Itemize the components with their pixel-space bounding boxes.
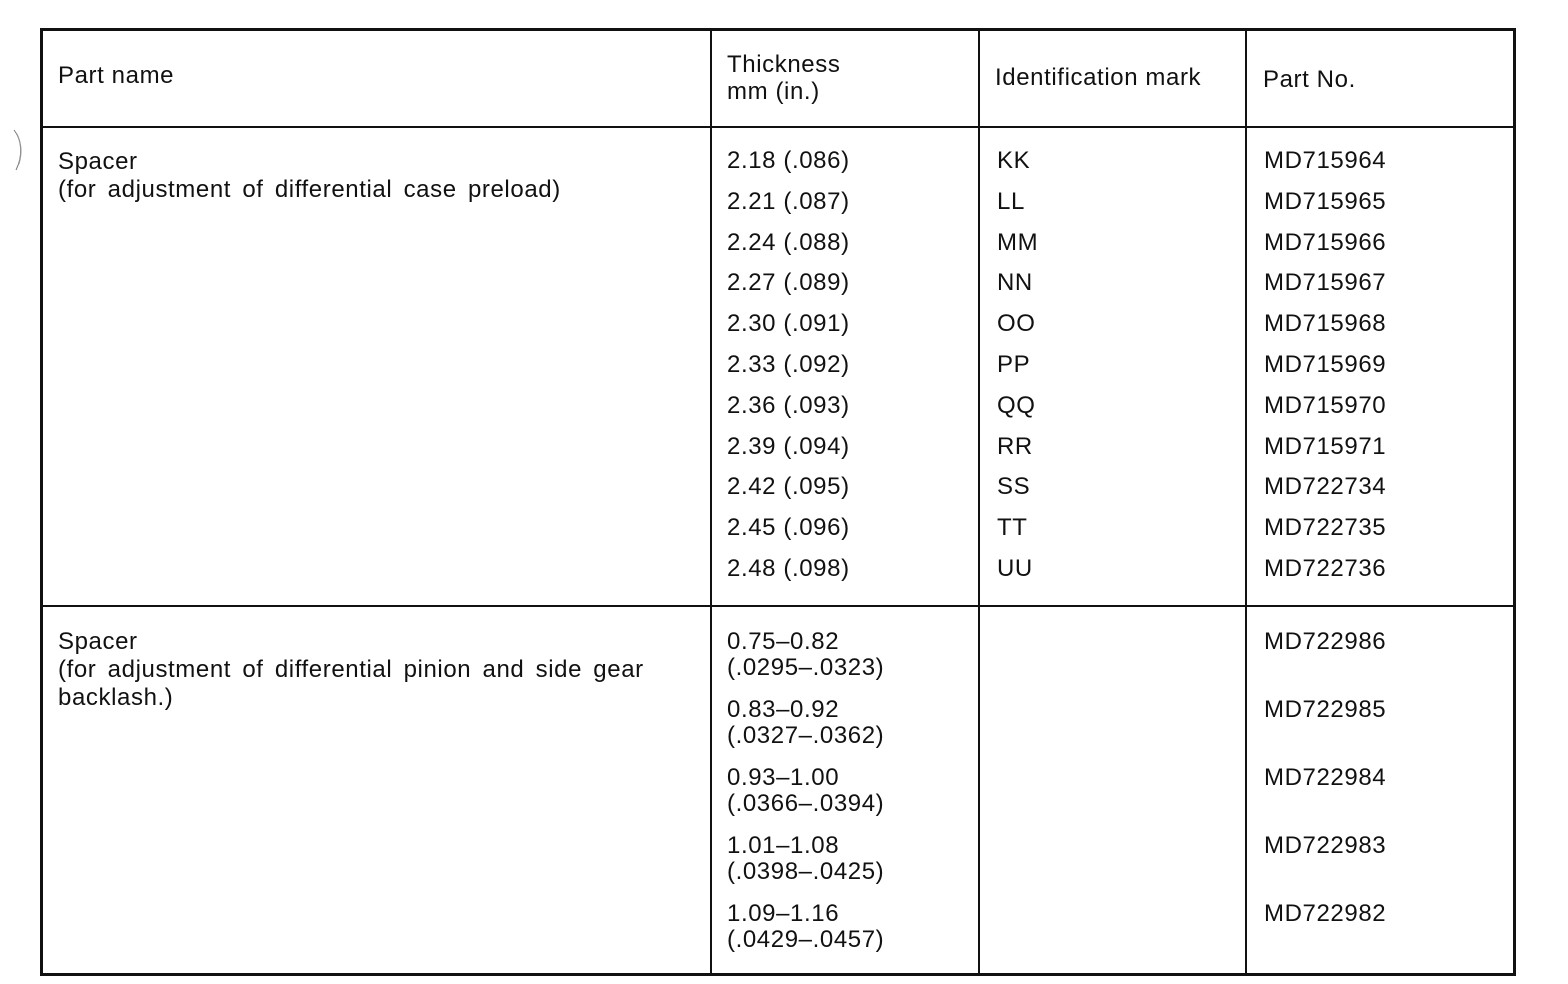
thickness-range: 1.01–1.08 (.0398–.0425): [727, 832, 885, 885]
group1-description: (for adjustment of differential case preload): [58, 176, 561, 203]
part-number: MD722983: [1264, 832, 1387, 859]
thickness-value: 2.39 (.094): [727, 432, 850, 460]
id-mark: SS: [997, 473, 1031, 501]
id-mark: PP: [997, 350, 1031, 378]
group2-part-name: Spacer: [58, 628, 138, 655]
part-number: MD715967: [1264, 269, 1387, 297]
id-mark: QQ: [997, 391, 1036, 419]
part-number: MD715964: [1264, 147, 1387, 174]
part-number: MD722736: [1264, 554, 1387, 582]
parts-table: [40, 28, 1516, 976]
id-mark: LL: [997, 187, 1025, 215]
header-part-no: Part No.: [1263, 66, 1356, 93]
id-mark: TT: [997, 514, 1028, 542]
thickness-value: 2.42 (.095): [727, 473, 850, 501]
id-mark: MM: [997, 228, 1039, 256]
thickness-value: 2.27 (.089): [727, 269, 850, 297]
part-number: MD715969: [1264, 350, 1387, 378]
thickness-value: 2.33 (.092): [727, 350, 850, 378]
part-number: MD722984: [1264, 764, 1387, 791]
group2-thickness-list: [727, 629, 884, 969]
id-mark: RR: [997, 432, 1033, 460]
thickness-range: 0.93–1.00 (.0366–.0394): [727, 764, 885, 817]
part-number: MD722735: [1264, 514, 1387, 542]
scan-edge-mark: [10, 128, 26, 172]
header-part-name: Part name: [58, 62, 175, 89]
thickness-value: 2.45 (.096): [727, 514, 850, 542]
header-row-divider: [43, 126, 1513, 128]
thickness-value: 2.21 (.087): [727, 187, 850, 215]
thickness-range: 0.75–0.82 (.0295–.0323): [727, 628, 885, 681]
id-mark: KK: [997, 147, 1031, 174]
group-row-divider: [43, 605, 1513, 607]
group2-part-no-list: [1264, 629, 1386, 969]
group1-thickness-list: [727, 141, 850, 590]
part-number: MD715968: [1264, 310, 1387, 338]
thickness-value: 2.30 (.091): [727, 310, 850, 338]
group1-id-mark-list: [997, 141, 1038, 590]
id-mark: NN: [997, 269, 1033, 297]
part-number: MD722982: [1264, 900, 1387, 927]
column-divider-2: [978, 31, 980, 973]
part-number: MD722985: [1264, 696, 1387, 723]
part-number: MD715965: [1264, 187, 1387, 215]
part-number: MD715971: [1264, 432, 1387, 460]
part-number: MD722986: [1264, 628, 1387, 655]
thickness-value: 2.48 (.098): [727, 554, 850, 582]
thickness-value: 2.18 (.086): [727, 147, 850, 174]
part-number: MD722734: [1264, 473, 1387, 501]
thickness-value: 2.36 (.093): [727, 391, 850, 419]
id-mark: OO: [997, 310, 1036, 338]
group1-part-no-list: [1264, 141, 1386, 590]
column-divider-3: [1245, 31, 1247, 973]
group1-part-name: Spacer: [58, 148, 138, 175]
part-number: MD715966: [1264, 228, 1387, 256]
thickness-range: 1.09–1.16 (.0429–.0457): [727, 900, 885, 953]
thickness-value: 2.24 (.088): [727, 228, 850, 256]
column-divider-1: [710, 31, 712, 973]
thickness-range: 0.83–0.92 (.0327–.0362): [727, 696, 885, 749]
part-number: MD715970: [1264, 391, 1387, 419]
group2-description: (for adjustment of differential pinion and side gear backlash.): [58, 656, 644, 711]
header-identification-mark: Identification mark: [995, 64, 1202, 91]
header-thickness: Thickness mm (in.): [727, 51, 841, 105]
id-mark: UU: [997, 554, 1033, 582]
